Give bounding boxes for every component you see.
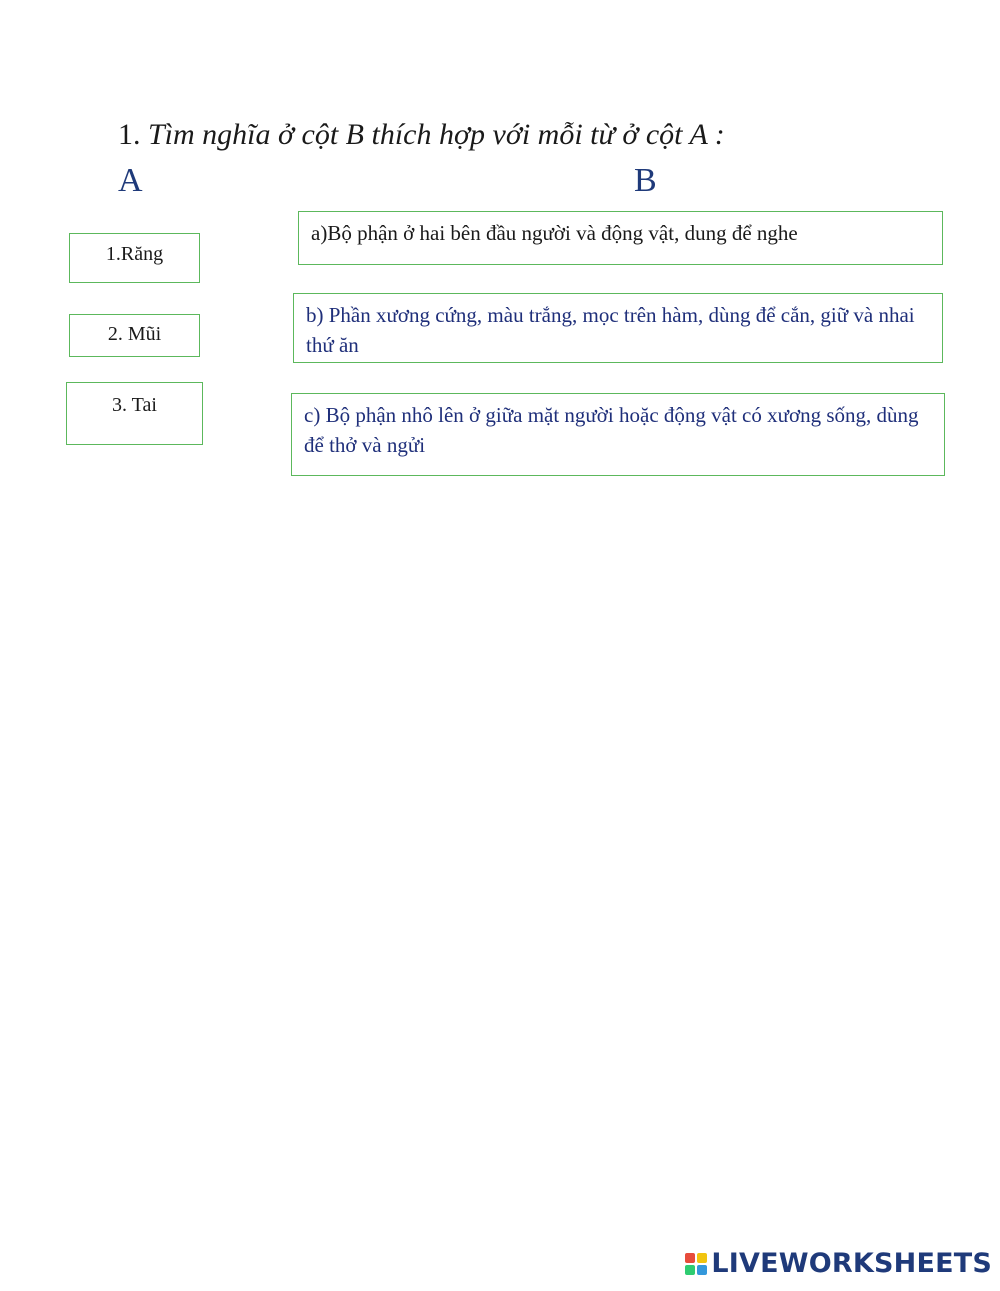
logo-square-blue (697, 1265, 707, 1275)
word-label: 3. Tai (112, 394, 157, 416)
liveworksheets-logo (685, 1248, 992, 1279)
logo-text: LIVEWORKSHEETS (711, 1248, 992, 1279)
column-a-heading: A (118, 162, 143, 199)
definition-text: a)Bộ phận ở hai bên đầu người và động vật, dung để nghe (311, 221, 798, 245)
logo-square-yellow (697, 1253, 707, 1263)
definition-box-a[interactable] (298, 211, 943, 265)
definition-box-c[interactable] (291, 393, 945, 476)
question-title (118, 118, 725, 152)
definition-text: c) Bộ phận nhô lên ở giữa mặt người hoặc động vật có xương sống, dùng để thở và ngửi (304, 403, 919, 457)
question-number: 1. (118, 118, 141, 151)
column-b-heading: B (634, 162, 657, 199)
word-label: 1.Răng (105, 243, 164, 265)
logo-square-green (685, 1265, 695, 1275)
word-box-1[interactable] (69, 233, 200, 283)
definition-text: b) Phần xương cứng, màu trắng, mọc trên hàm, dùng để cắn, giữ và nhai thứ ăn (306, 303, 915, 357)
logo-mark-icon (685, 1253, 707, 1275)
word-box-3[interactable] (66, 382, 203, 445)
logo-square-red (685, 1253, 695, 1263)
word-box-2[interactable] (69, 314, 200, 357)
question-text: Tìm nghĩa ở cột B thích hợp với mỗi từ ở cột A : (148, 118, 725, 151)
word-label: 2. Mũi (107, 323, 162, 345)
definition-box-b[interactable] (293, 293, 943, 363)
